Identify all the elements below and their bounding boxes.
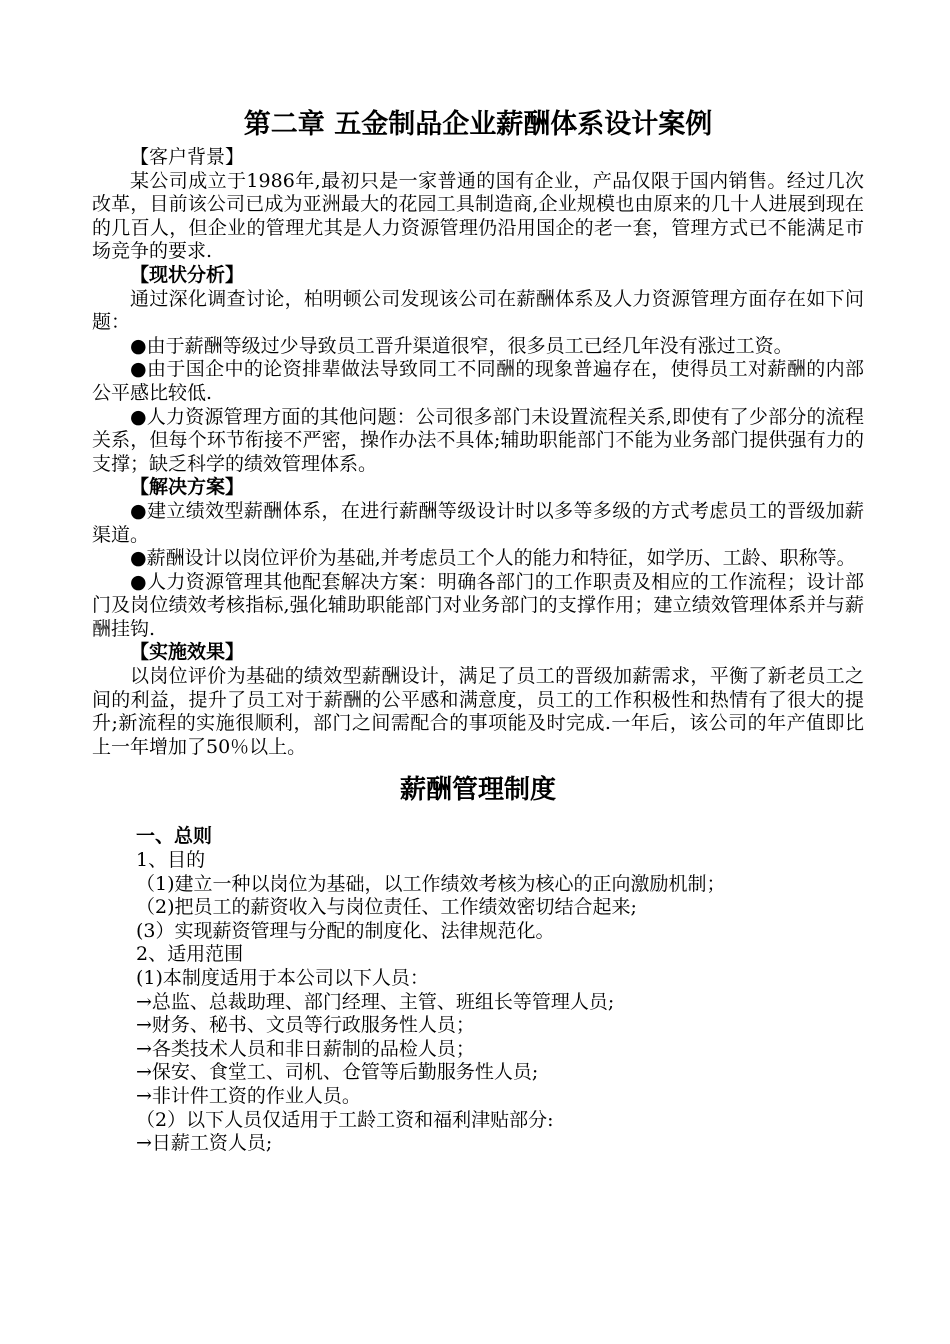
status-analysis-item: ●由于薪酬等级过少导致员工晋升渠道很窄，很多员工已经几年没有涨过工资。: [130, 334, 793, 357]
client-background-heading: 【客户背景】: [130, 146, 245, 168]
system-title: 薪酬管理制度: [399, 775, 556, 806]
general-heading: 一、总则: [136, 825, 213, 848]
effect-heading: 【实施效果】: [130, 641, 245, 664]
solution-heading: 【解决方案】: [130, 476, 245, 499]
client-background-text: 某公司成立于1986年,最初只是一家普通的国有企业，产品仅限于国内销售。经过几次改革，目前该公司已成为亚洲最大的花园工具制造商,企业规模也由原来的几十人进展到现在的几百人，但企业的管理尤其是人力资源管理仍沿用国企的老一套，管理方式已不能满足市场竞争的要求.: [92, 169, 864, 263]
scope-heading: 2、适用范围: [136, 943, 244, 966]
scope-2-intro: （2）以下人员仅适用于工龄工资和福利津贴部分:: [136, 1108, 554, 1131]
effect-text: 以岗位评价为基础的绩效型薪酬设计，满足了员工的晋级加薪需求，平衡了新老员工之间的利益，提升了员工对于薪酬的公平感和满意度，员工的工作积极性和热情有了很大的提升;新流程的实施很顺利，部门之间需配合的事项能及时完成.一年后，该公司的年产值即比上一年增加了50％以上。: [92, 665, 864, 758]
scope-item: →总监、总裁助理、部门经理、主管、班组长等管理人员;: [136, 990, 615, 1013]
scope-2-item: →日薪工资人员;: [136, 1132, 273, 1155]
status-analysis-item: ●由于国企中的论资排辈做法导致同工不同酬的现象普遍存在，使得员工对薪酬的内部公平感比较低.: [92, 358, 864, 404]
solution-item: ●建立绩效型薪酬体系，在进行薪酬等级设计时以多等多级的方式考虑员工的晋级加薪渠道。: [92, 499, 864, 546]
status-analysis-intro: 通过深化调查讨论，柏明顿公司发现该公司在薪酬体系及人力资源管理方面存在如下问题：: [92, 287, 864, 334]
scope-item: →各类技术人员和非日薪制的品检人员；: [136, 1037, 475, 1060]
purpose-item: （2)把员工的薪资收入与岗位责任、工作绩效密切结合起来;: [136, 896, 637, 919]
status-analysis-item: ●人力资源管理方面的其他问题：公司很多部门未设置流程关系,即使有了少部分的流程关系，但每个环节衔接不严密，操作办法不具体;辅助职能部门不能为业务部门提供强有力的支撑；缺乏科学的绩效管理体系。: [92, 405, 864, 475]
scope-item: →保安、食堂工、司机、仓管等后勤服务性人员;: [136, 1061, 539, 1084]
solution-item: ●薪酬设计以岗位评价为基础,并考虑员工个人的能力和特征，如学历、工龄、职称等。: [130, 547, 856, 570]
document-page: [92, 108, 864, 1156]
purpose-heading: 1、目的: [136, 849, 206, 872]
chapter-title: 第二章 五金制品企业薪酬体系设计案例: [243, 109, 713, 140]
purpose-item: （1)建立一种以岗位为基础，以工作绩效考核为核心的正向激励机制；: [136, 872, 726, 895]
purpose-item: (3）实现薪资管理与分配的制度化、法律规范化。: [136, 919, 555, 942]
status-analysis-heading: 【现状分析】: [130, 263, 245, 286]
scope-item: →财务、秘书、文员等行政服务性人员；: [136, 1014, 475, 1037]
scope-intro: (1)本制度适用于本公司以下人员：: [136, 967, 429, 989]
scope-item: →非计件工资的作业人员。: [136, 1084, 361, 1107]
solution-item: ●人力资源管理其他配套解决方案：明确各部门的工作职责及相应的工作流程；设计部门及岗位绩效考核指标,强化辅助职能部门对业务部门的支撑作用；建立绩效管理体系并与薪酬挂钩.: [92, 570, 864, 640]
